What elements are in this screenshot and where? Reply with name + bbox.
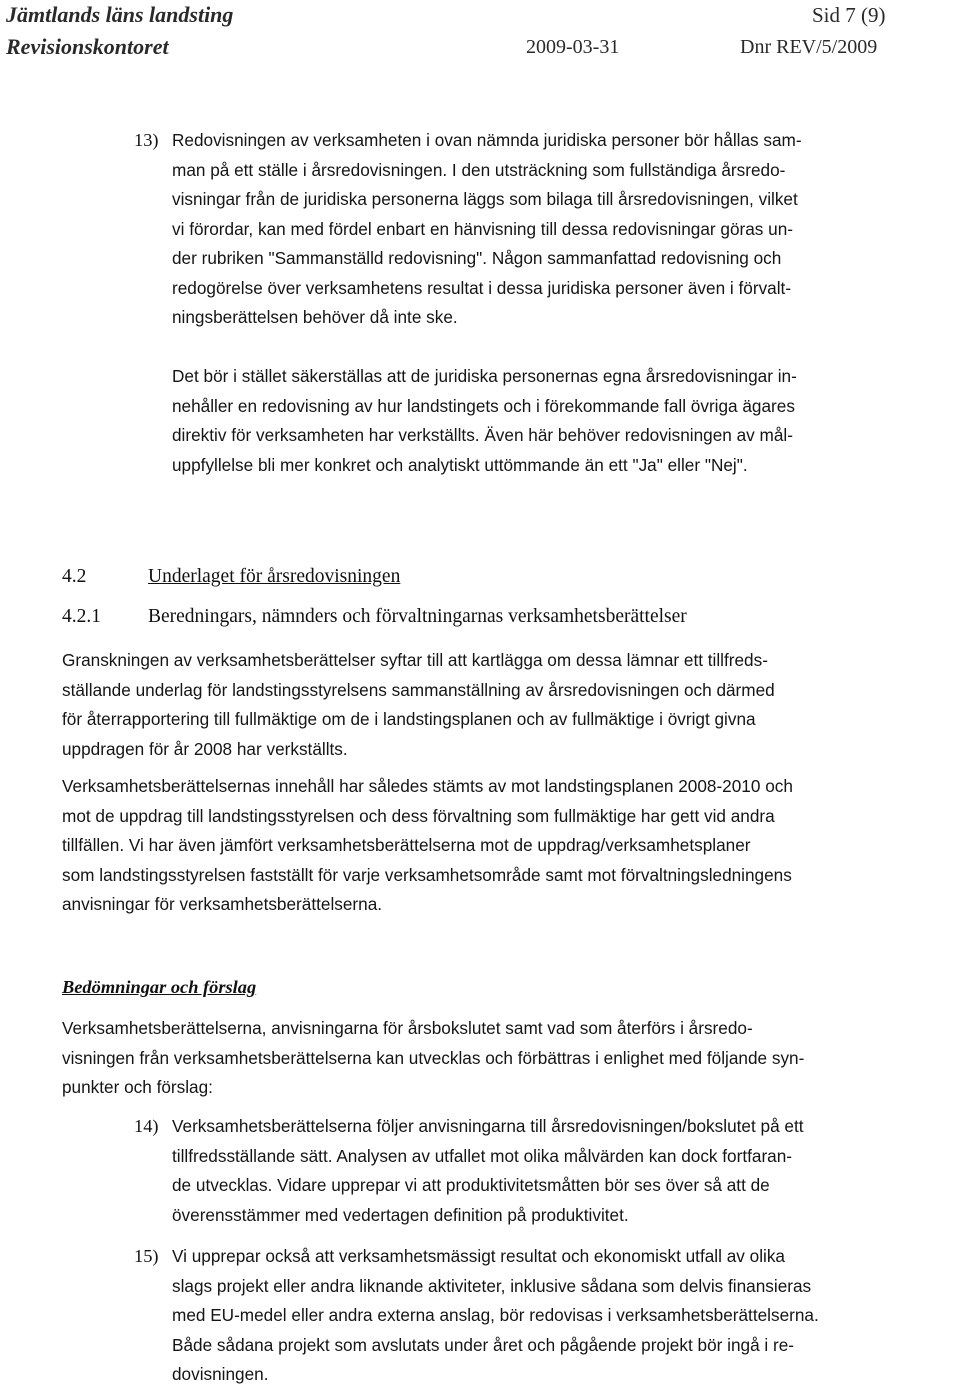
list-item-14	[172, 1112, 804, 1230]
text-line: tillfredsställande sätt. Analysen av utfallet mot olika målvärden kan dock fortfaran-	[172, 1145, 793, 1166]
subsection-number: 4.2.1	[62, 606, 101, 627]
list-item-number: 14)	[134, 1116, 159, 1136]
assessment-heading: Bedömningar och förslag	[62, 977, 257, 997]
paragraph-granskningen	[62, 646, 775, 764]
text-line: tillfällen. Vi har även jämfört verksamhetsberättelserna mot de uppdrag/verksamhetsplaner	[62, 835, 751, 855]
text-line: överensstämmer med vedertagen definition på produktivitet.	[172, 1204, 629, 1225]
header-department: Revisionskontoret	[6, 34, 169, 59]
text-line: redogörelse över verksamhetens resultat i dessa juridiska personer även i förvalt-	[172, 277, 792, 298]
subsection-title: Beredningars, nämnders och förvaltningarnas verksamhetsberättelser	[148, 606, 687, 627]
paragraph-innehall	[62, 772, 793, 920]
header-reference: Dnr REV/5/2009	[740, 36, 878, 58]
paragraph-det-bor	[172, 362, 797, 480]
section-number: 4.2	[62, 566, 87, 587]
text-line: Granskningen av verksamhetsberättelser syftar till att kartlägga om dessa lämnar ett tillfreds-	[62, 650, 768, 670]
text-line: uppfyllelse bli mer konkret och analytiskt uttömmande än ett "Ja" eller "Nej".	[172, 454, 748, 475]
text-line: som landstingsstyrelsen fastställt för varje verksamhetsområde samt mot förvaltningsledningens	[62, 864, 792, 885]
list-item-13	[172, 126, 802, 333]
header-page-number: Sid 7 (9)	[812, 3, 886, 27]
text-line: anvisningar för verksamhetsberättelserna.	[62, 894, 383, 914]
text-line: der rubriken "Sammanställd redovisning". Någon sammanfattad redovisning och	[172, 248, 782, 268]
text-line: ningsberättelsen behöver då inte ske.	[172, 307, 458, 327]
list-item-number: 15)	[134, 1246, 159, 1266]
list-item-number: 13)	[134, 130, 159, 150]
paragraph-assessment	[62, 1014, 804, 1103]
text-line: nehåller en redovisning av hur landstingets och i förekommande fall övriga ägares	[172, 395, 795, 416]
text-line: slags projekt eller andra liknande aktiviteter, inklusive sådana som delvis finansieras	[172, 1275, 812, 1296]
text-line: Vi upprepar också att verksamhetsmässigt resultat och ekonomiskt utfall av olika	[172, 1246, 785, 1266]
text-line: ställande underlag för landstingsstyrelsens sammanställning av årsredovisningen och därmed	[62, 679, 775, 700]
text-line: vi förordar, kan med fördel enbart en hänvisning till dessa redovisningar göras un-	[172, 218, 794, 239]
text-line: uppdragen för år 2008 har verkställts.	[62, 738, 348, 759]
text-line: dovisningen.	[172, 1364, 269, 1384]
text-line: mot de uppdrag till landstingsstyrelsen och dess förvaltning som fullmäktige har gett vid andra	[62, 805, 775, 826]
header-organization: Jämtlands läns landsting	[6, 2, 234, 27]
text-line: de utvecklas. Vidare upprepar vi att produktivitetsmåtten bör ses över så att de	[172, 1175, 770, 1195]
text-line: med EU-medel eller andra externa anslag, bör redovisas i verksamhetsberättelserna.	[172, 1305, 819, 1325]
text-line: Både sådana projekt som avslutats under året och pågående projekt bör ingå i re-	[172, 1334, 794, 1355]
list-item-15	[172, 1242, 819, 1390]
text-line: man på ett ställe i årsredovisningen. I den utsträckning som fullständiga årsredo-	[172, 159, 786, 180]
text-line: Verksamhetsberättelserna följer anvisningarna till årsredovisningen/bokslutet på ett	[172, 1116, 804, 1136]
text-line: visningen från verksamhetsberättelserna kan utvecklas och förbättras i enlighet med följande syn-	[62, 1047, 805, 1068]
text-line: Verksamhetsberättelsernas innehåll har således stämts av mot landstingsplanen 2008-2010 och	[62, 776, 793, 796]
text-line: Det bör i stället säkerställas att de juridiska personernas egna årsredovisningar in-	[172, 366, 797, 386]
header-date: 2009-03-31	[526, 36, 620, 58]
text-line: Redovisningen av verksamheten i ovan nämnda juridiska personer bör hållas sam-	[172, 130, 802, 150]
section-title: Underlaget för årsredovisningen	[148, 566, 401, 587]
text-line: direktiv för verksamheten har verkställts. Även här behöver redovisningen av mål-	[172, 425, 793, 445]
text-line: punkter och förslag:	[62, 1077, 213, 1097]
text-line: Verksamhetsberättelserna, anvisningarna för årsbokslutet samt vad som återförs i årsredo-	[62, 1018, 753, 1038]
text-line: visningar från de juridiska personerna läggs som bilaga till årsredovisningen, vilket	[172, 189, 798, 209]
text-line: för återrapportering till fullmäktige om de i landstingsplanen och av fullmäktige i övrigt givna	[62, 709, 756, 729]
